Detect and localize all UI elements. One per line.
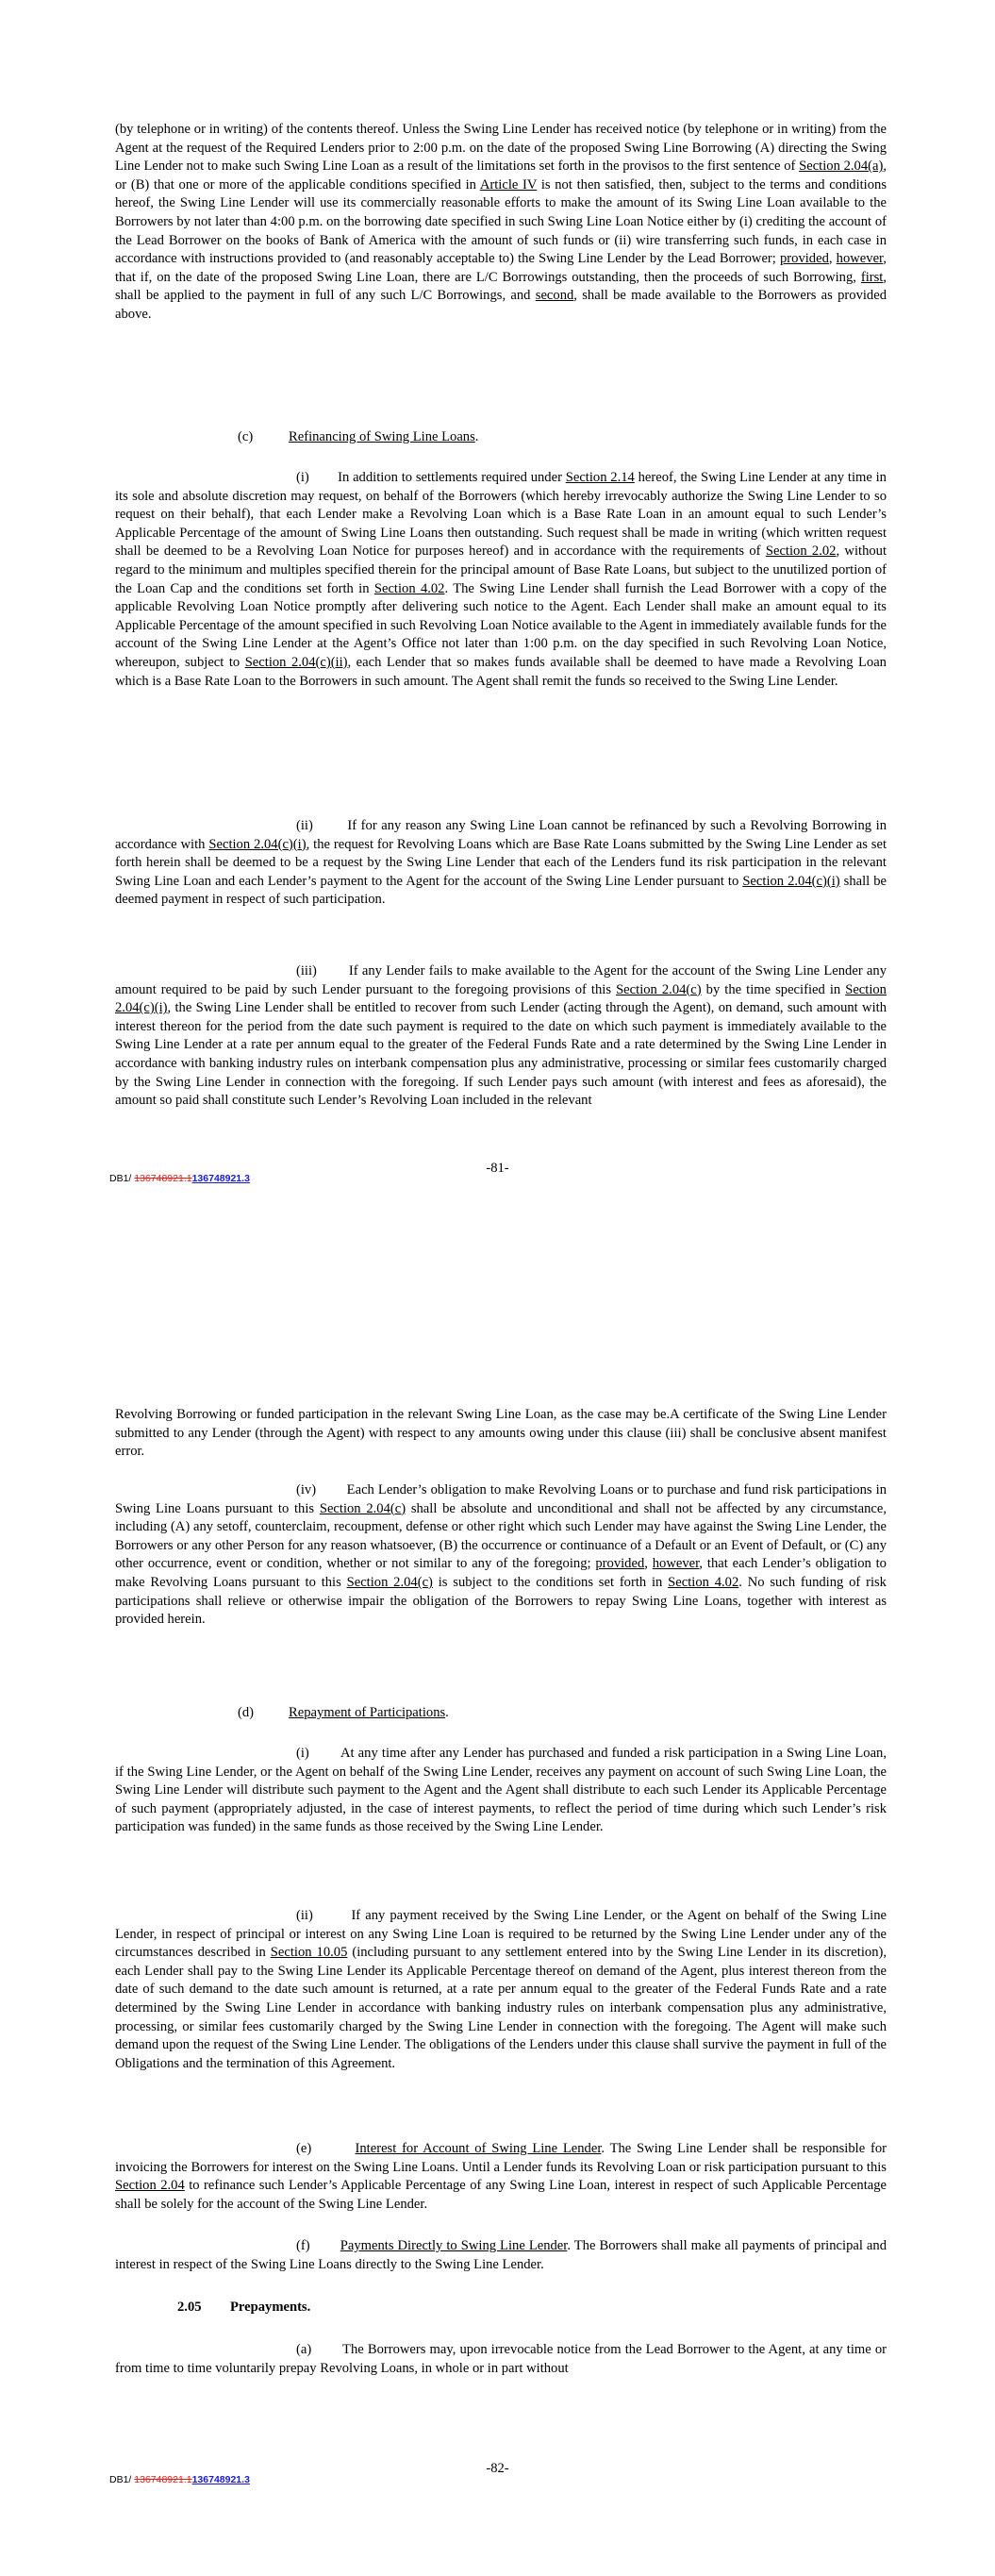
- section-number: 2.05: [177, 2300, 202, 2315]
- text-run: (e): [296, 2141, 356, 2156]
- subsection-d-label: (d): [238, 1705, 255, 1720]
- text-run: (by telephone or in writing) of the contents thereof. Unless the Swing Line Lender has received notice (by telephone or in writing) from the Agent at the request of the Required Lenders prior to 2:00 p.m. on the date of the proposed Swing Line Borrowing (A) directing the Swing Line Lender not to make such Swing Line Loan as a result of the limitations set forth in the provisos to the first sentence of: [115, 122, 887, 175]
- footer-deleted-id: 136748921.1: [134, 2474, 192, 2485]
- cross-reference: Section 4.02: [668, 1574, 739, 1590]
- paragraph-revolving-borrowing: Revolving Borrowing or funded participation in the relevant Swing Line Loan, as the case may be.A certificate of the Swing Line Lender submitted to any Lender (through the Agent) with respect to any amounts owing under this clause (iii) shall be conclusive absent manifest error.: [115, 1407, 887, 1460]
- clause-d-i: (i) At any time after any Lender has purchased and funded a risk participation in a Swing Line Loan, if the Swing Line Lender, or the Agent on behalf of the Swing Line Lender, receives any payment on account of such Swing Line Loan, the Swing Line Lender will distribute such payment to the Agent and the Agent shall distribute to each such Lender its Applicable Percentage of such payment (appropriately adjusted, in the case of interest payments, to reflect the period of time during which such Lender’s risk participation was funded) in the same funds as those received by the Swing Line Lender.: [115, 1746, 887, 1835]
- section-2-05-heading: [177, 2299, 310, 2317]
- section-title: Prepayments.: [230, 2300, 311, 2315]
- paragraph-swing-line-notice: [115, 121, 887, 325]
- text-run: shall be deemed payment in respect of such participation.: [115, 873, 887, 908]
- text-run: (f): [296, 2238, 340, 2253]
- cross-reference: Section 2.14: [565, 470, 635, 485]
- subsection-c-heading: (c) Refinancing of Swing Line Loans.: [238, 428, 478, 447]
- text-run: shall be absolute and unconditional and shall not be affected by any circumstance, including (A) any setoff, counterclaim, recoupment, defense or other right which such Lender may have against the Swing Line Lender, the Borrowers or any other Person for any reason whatsoever, (B) the occurrence or continuance of a Default or an Event of Default, or (C) any other occurrence, event or condition, whether or not similar to any of the foregoing;: [115, 1500, 887, 1572]
- text-run: is subject to the conditions set forth in: [432, 1574, 669, 1590]
- clause-d-ii: [115, 1907, 887, 2073]
- cross-reference: Section 2.04(c): [319, 1500, 406, 1516]
- cross-reference: Section 2.04(c)(i): [742, 873, 840, 889]
- subsection-e: [115, 2140, 887, 2214]
- text-run: (iii) If any Lender fails to make available to the Agent for the account of the Swing Line Lender any amount required to be paid by such Lender pursuant to the foregoing provisions of this: [115, 963, 887, 997]
- cross-reference: Section 2.04(a): [799, 159, 884, 175]
- text-run: , without regard to the minimum and multiples specified therein for the principal amount of Base Rate Loans, but subject to the unutilized portion of the Loan Cap and the conditions set forth in: [115, 544, 887, 596]
- cross-reference: Section 2.04: [115, 2178, 185, 2194]
- subsection-d-heading: (d) Repayment of Participations.: [238, 1704, 449, 1723]
- page-number-82: -82-: [486, 2461, 509, 2476]
- footer-inserted-id: 136748921.3: [191, 1173, 250, 1184]
- cross-reference: provided: [595, 1556, 645, 1572]
- subsection-d-title: Repayment of Participations: [289, 1705, 446, 1720]
- footer-deleted-id: 136748921.1: [134, 1173, 192, 1184]
- cross-reference: Section 2.04(c)(ii): [244, 654, 348, 670]
- clause-c-i: [115, 469, 887, 691]
- cross-reference: second: [535, 288, 574, 304]
- clause-c-iii: [115, 962, 887, 1111]
- page-number-81: -81-: [486, 1161, 509, 1176]
- footer-inserted-id: 136748921.3: [191, 2474, 250, 2485]
- text-run: is not then satisfied, then, subject to the terms and conditions hereof, the Swing Line Lender will use its commercially reasonable efforts to make the amount of its Swing Line Loan available to the Borrowers by not later than 4:00 p.m. on the borrowing date specified in such Swing Line Loan Notice either by (i) crediting the account of the Lead Borrower on the books of Bank of America with the amount of such funds or (ii) wire transferring such funds, in each case in accordance with instructions provided to (and reasonably acceptable to) the Swing Line Lender by the Lead Borrower;: [115, 176, 887, 267]
- clause-c-ii: [115, 817, 887, 910]
- text-run: . The Swing Line Lender shall be responsible for invoicing the Borrowers for interest on the Swing Line Loans. Until a Lender funds its Revolving Loan or risk participation pursuant to this: [115, 2141, 887, 2175]
- text-run: ,: [644, 1556, 653, 1572]
- cross-reference: Section 2.02: [765, 544, 837, 560]
- cross-reference: Section 2.04(c)(i): [208, 836, 307, 852]
- text-run: , that if, on the date of the proposed Swing Line Loan, there are L/C Borrowings outstanding, then the proceeds of such Borrowing,: [115, 251, 887, 285]
- text-run: by the time specified in: [701, 981, 846, 997]
- cross-reference: Section 2.04(c)(i): [115, 981, 887, 1016]
- text-run: ,: [828, 251, 837, 267]
- text-run: to refinance such Lender’s Applicable Percentage of any Swing Line Loan, interest in respect of such Applicable Percentage shall be solely for the account of the Swing Line Lender.: [115, 2178, 887, 2212]
- clause-c-iv: [115, 1481, 887, 1630]
- cross-reference: however: [652, 1556, 700, 1572]
- text-run: (ii) If any payment received by the Swing Line Lender, or the Agent on behalf of the Swing Line Lender, in respect of principal or interest on any Swing Line Loan is required to be returned by the Swing Line Lender under any of the circumstances described in: [115, 1908, 887, 1961]
- cross-reference: Section 2.04(c): [346, 1574, 433, 1590]
- subsection-c-label: (c): [238, 429, 254, 444]
- text-run: (i) In addition to settlements required under: [296, 470, 566, 485]
- text-run: , each Lender that so makes funds available shall be deemed to have made a Revolving Loan which is a Base Rate Loan to the Borrowers in such amount. The Agent shall remit the funds so received to the Swing Line Lender.: [115, 654, 887, 689]
- cross-reference: Section 4.02: [373, 580, 445, 596]
- cross-reference: provided: [779, 251, 829, 267]
- cross-reference: Article IV: [479, 176, 538, 192]
- text-run: , shall be applied to the payment in full of any such L/C Borrowings, and: [115, 269, 887, 304]
- cross-reference: however: [836, 251, 884, 267]
- clause-2-05-a: (a) The Borrowers may, upon irrevocable notice from the Lead Borrower to the Agent, at any time or from time to time voluntarily prepay Revolving Loans, in whole or in part without: [115, 2342, 887, 2376]
- text-run: (including pursuant to any settlement entered into by the Swing Line Lender in its discretion), each Lender shall pay to the Swing Line Lender its Applicable Percentage thereof on demand of the Agent, plus interest thereon from the date of such demand to the date such amount is returned, at a rate per annum equal to the greater of the Federal Funds Rate and a rate determined by the Swing Line Lender in accordance with banking industry rules on interbank compensation plus any administrative, processing, or similar fees customarily charged by the Swing Line Lender in connection with the foregoing. The Agent will make such demand upon the request of the Swing Line Lender. The obligations of the Lenders under this clause shall survive the payment in full of the Obligations and the termination of this Agreement.: [115, 1945, 887, 2071]
- text-run: , the Swing Line Lender shall be entitled to recover from such Lender (acting through the Agent), on demand, such amount with interest thereon for the period from the date such payment is required to the date on which such payment is immediately available to the Swing Line Lender at a rate per annum equal to the greater of the Federal Funds Rate and a rate determined by the Swing Line Lender in accordance with banking industry rules on interbank compensation plus any administrative, processing or similar fees customarily charged by the Swing Line Lender in connection with the foregoing. If such Lender pays such amount (with interest and fees as aforesaid), the amount so paid shall constitute such Lender’s Revolving Loan included in the relevant: [115, 1000, 887, 1109]
- cross-reference: first: [860, 269, 884, 285]
- cross-reference: Interest for Account of Swing Line Lender: [355, 2141, 602, 2156]
- text-run: (ii) If for any reason any Swing Line Loan cannot be refinanced by such a Revolving Borrowing in accordance with: [115, 818, 887, 852]
- doc-footer-81: DB1/ 136748921.1136748921.3: [109, 1173, 250, 1184]
- subsection-c-title: Refinancing of Swing Line Loans: [289, 429, 475, 444]
- text-run: hereof, the Swing Line Lender at any time in its sole and absolute discretion may request, on behalf of the Borrowers (which hereby irrevocably authorize the Swing Line Lender to so request on their behalf), that each Lender make a Revolving Loan which is a Base Rate Loan in an amount equal to such Lender’s Applicable Percentage of the amount of Swing Line Loans then outstanding. Such request shall be made in writing (which written request shall be deemed to be a Revolving Loan Notice for purposes hereof) and in accordance with the requirements of: [115, 470, 887, 560]
- text-run: . The Borrowers shall make all payments of principal and interest in respect of the Swing Line Loans directly to the Swing Line Lender.: [115, 2238, 887, 2272]
- text-run: . The Swing Line Lender shall furnish the Lead Borrower with a copy of the applicable Revolving Loan Notice promptly after delivering such notice to the Agent. Each Lender shall make an amount equal to its Applicable Percentage of the amount specified in such Revolving Loan Notice available to the Agent in immediately available funds for the account of the Swing Line Lender at the Agent’s Office not later than 1:00 p.m. on the day specified in such Revolving Loan Notice, whereupon, subject to: [115, 580, 887, 670]
- cross-reference: Payments Directly to Swing Line Lender: [340, 2238, 568, 2253]
- doc-footer-82: DB1/ 136748921.1136748921.3: [109, 2474, 250, 2485]
- subsection-f: [115, 2237, 887, 2274]
- cross-reference: Section 2.04(c): [616, 981, 702, 997]
- text-run: , that each Lender’s obligation to make Revolving Loans pursuant to this: [115, 1556, 887, 1590]
- text-run: , shall be made available to the Borrowers as provided above.: [115, 288, 887, 322]
- cross-reference: Section 10.05: [270, 1945, 348, 1961]
- text-run: , the request for Revolving Loans which are Base Rate Loans submitted by the Swing Line Lender as set forth herein shall be deemed to be a request by the Swing Line Lender that each of the Lenders fund its risk participation in the relevant Swing Line Loan and each Lender’s payment to the Agent for the account of the Swing Line Lender pursuant to: [115, 836, 887, 889]
- text-run: . No such funding of risk participations shall relieve or otherwise impair the obligation of the Borrowers to repay Swing Line Loans, together with interest as provided herein.: [115, 1574, 887, 1628]
- text-run: , or (B) that one or more of the applicable conditions specified in: [115, 159, 887, 192]
- text-run: (iv) Each Lender’s obligation to make Revolving Loans or to purchase and fund risk participations in Swing Line Loans pursuant to this: [115, 1482, 887, 1516]
